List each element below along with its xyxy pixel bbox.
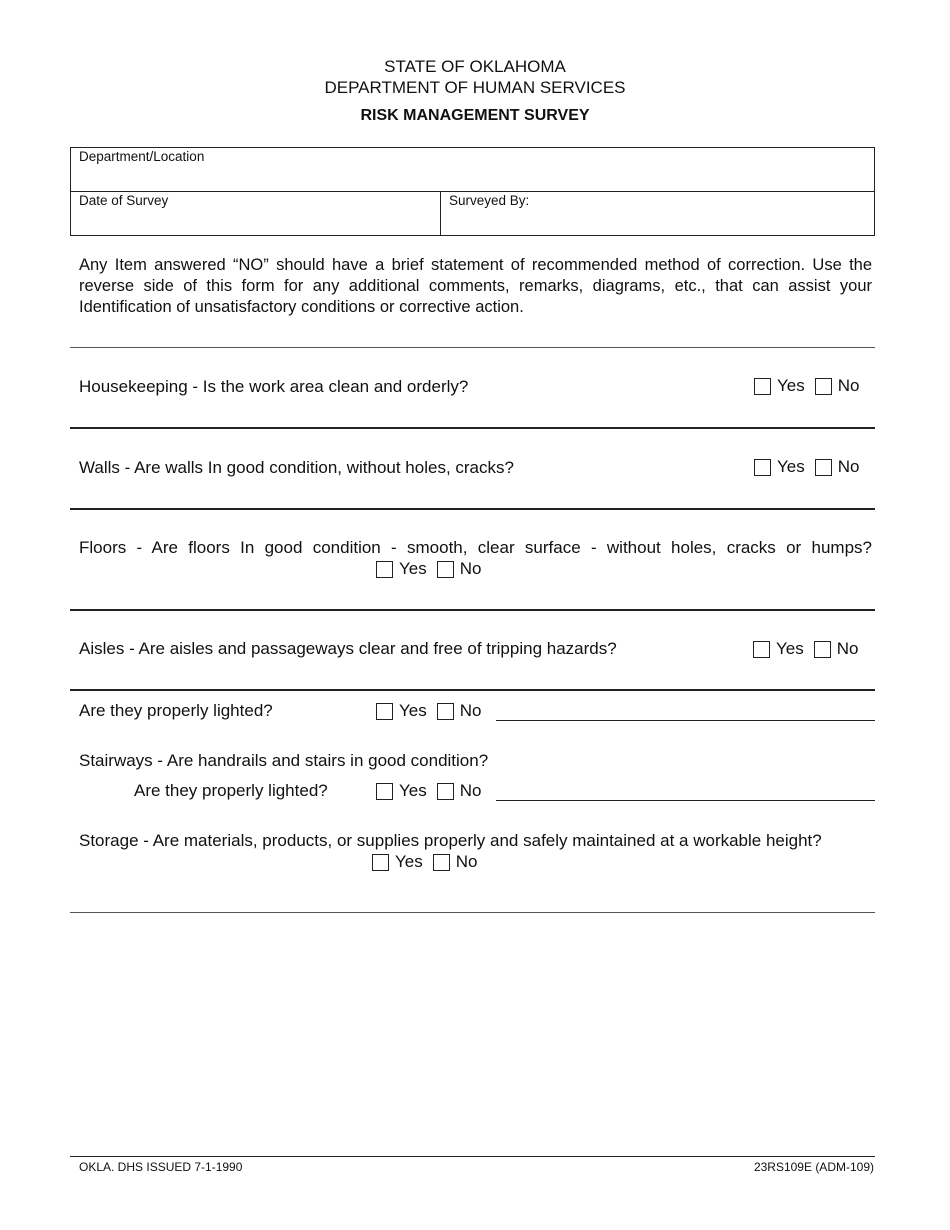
section-divider [70, 609, 875, 611]
yes-label: Yes [399, 701, 427, 720]
yes-label: Yes [777, 457, 805, 476]
section-divider [70, 912, 875, 913]
yes-label: Yes [395, 852, 423, 871]
question-aisles: Aisles - Are aisles and passageways clear and free of tripping hazards? [79, 639, 617, 658]
footer-form-number: 23RS109E (ADM-109) [753, 1160, 874, 1174]
no-label: No [836, 639, 859, 658]
department-heading: DEPARTMENT OF HUMAN SERVICES [324, 78, 626, 97]
housekeeping-no-checkbox[interactable] [815, 378, 832, 395]
floors-yes-checkbox[interactable] [376, 561, 393, 578]
no-label: No [837, 457, 860, 476]
question-stairways: Stairways - Are handrails and stairs in good condition? [79, 751, 489, 770]
no-label: No [455, 852, 478, 871]
no-label: No [837, 376, 860, 395]
housekeeping-yes-checkbox[interactable] [754, 378, 771, 395]
walls-answer [754, 456, 859, 478]
no-label: No [459, 781, 482, 800]
section-divider [70, 508, 875, 510]
question-housekeeping: Housekeeping - Is the work area clean and orderly? [79, 377, 469, 396]
aisles-lighted-no-checkbox[interactable] [437, 703, 454, 720]
storage-no-checkbox[interactable] [433, 854, 450, 871]
footer-rule [70, 1156, 875, 1157]
storage-yes-checkbox[interactable] [372, 854, 389, 871]
state-heading: STATE OF OKLAHOMA [384, 57, 566, 76]
housekeeping-answer [754, 375, 859, 397]
instructions-paragraph: Any Item answered “NO” should have a brief statement of recommended method of correction. Use the reverse side of this form for any additional comments, remarks, diagrams, etc., that can assist your Identification of unsatisfactory conditions or corrective action. [79, 256, 872, 316]
question-walls: Walls - Are walls In good condition, without holes, cracks? [79, 458, 514, 477]
field-divider [70, 191, 875, 192]
question-storage: Storage - Are materials, products, or supplies properly and safely maintained at a workable height? [79, 831, 822, 850]
yes-label: Yes [399, 781, 427, 800]
stairways-lighted-answer [376, 780, 481, 802]
stairways-lighted-yes-checkbox[interactable] [376, 783, 393, 800]
stairways-lighted-no-checkbox[interactable] [437, 783, 454, 800]
surveyed-by-input[interactable] [445, 210, 870, 232]
footer-issued: OKLA. DHS ISSUED 7-1-1990 [79, 1160, 243, 1174]
aisles-yes-checkbox[interactable] [753, 641, 770, 658]
question-aisles-lighted: Are they properly lighted? [79, 701, 273, 720]
no-label: No [459, 701, 482, 720]
date-of-survey-input[interactable] [75, 210, 437, 232]
stairways-lighted-comment-line[interactable] [496, 800, 875, 801]
section-divider [70, 689, 875, 691]
department-location-label: Department/Location [79, 149, 205, 164]
aisles-no-checkbox[interactable] [814, 641, 831, 658]
floors-no-checkbox[interactable] [437, 561, 454, 578]
aisles-answer [753, 638, 858, 660]
yes-label: Yes [776, 639, 804, 658]
walls-yes-checkbox[interactable] [754, 459, 771, 476]
aisles-lighted-comment-line[interactable] [496, 720, 875, 721]
floors-answer [376, 558, 481, 580]
storage-answer [372, 851, 477, 873]
date-of-survey-label: Date of Survey [79, 193, 169, 208]
aisles-lighted-yes-checkbox[interactable] [376, 703, 393, 720]
question-floors: Floors - Are floors In good condition - smooth, clear surface - without holes, cracks or humps? [79, 538, 872, 557]
form-title: RISK MANAGEMENT SURVEY [360, 107, 590, 124]
section-divider [70, 347, 875, 348]
yes-label: Yes [777, 376, 805, 395]
department-location-input[interactable] [75, 166, 870, 188]
section-divider [70, 427, 875, 429]
walls-no-checkbox[interactable] [815, 459, 832, 476]
no-label: No [459, 559, 482, 578]
aisles-lighted-answer [376, 700, 481, 722]
question-stairways-lighted: Are they properly lighted? [134, 781, 328, 800]
surveyed-by-label: Surveyed By: [449, 193, 530, 208]
yes-label: Yes [399, 559, 427, 578]
field-divider-vertical [440, 191, 441, 236]
